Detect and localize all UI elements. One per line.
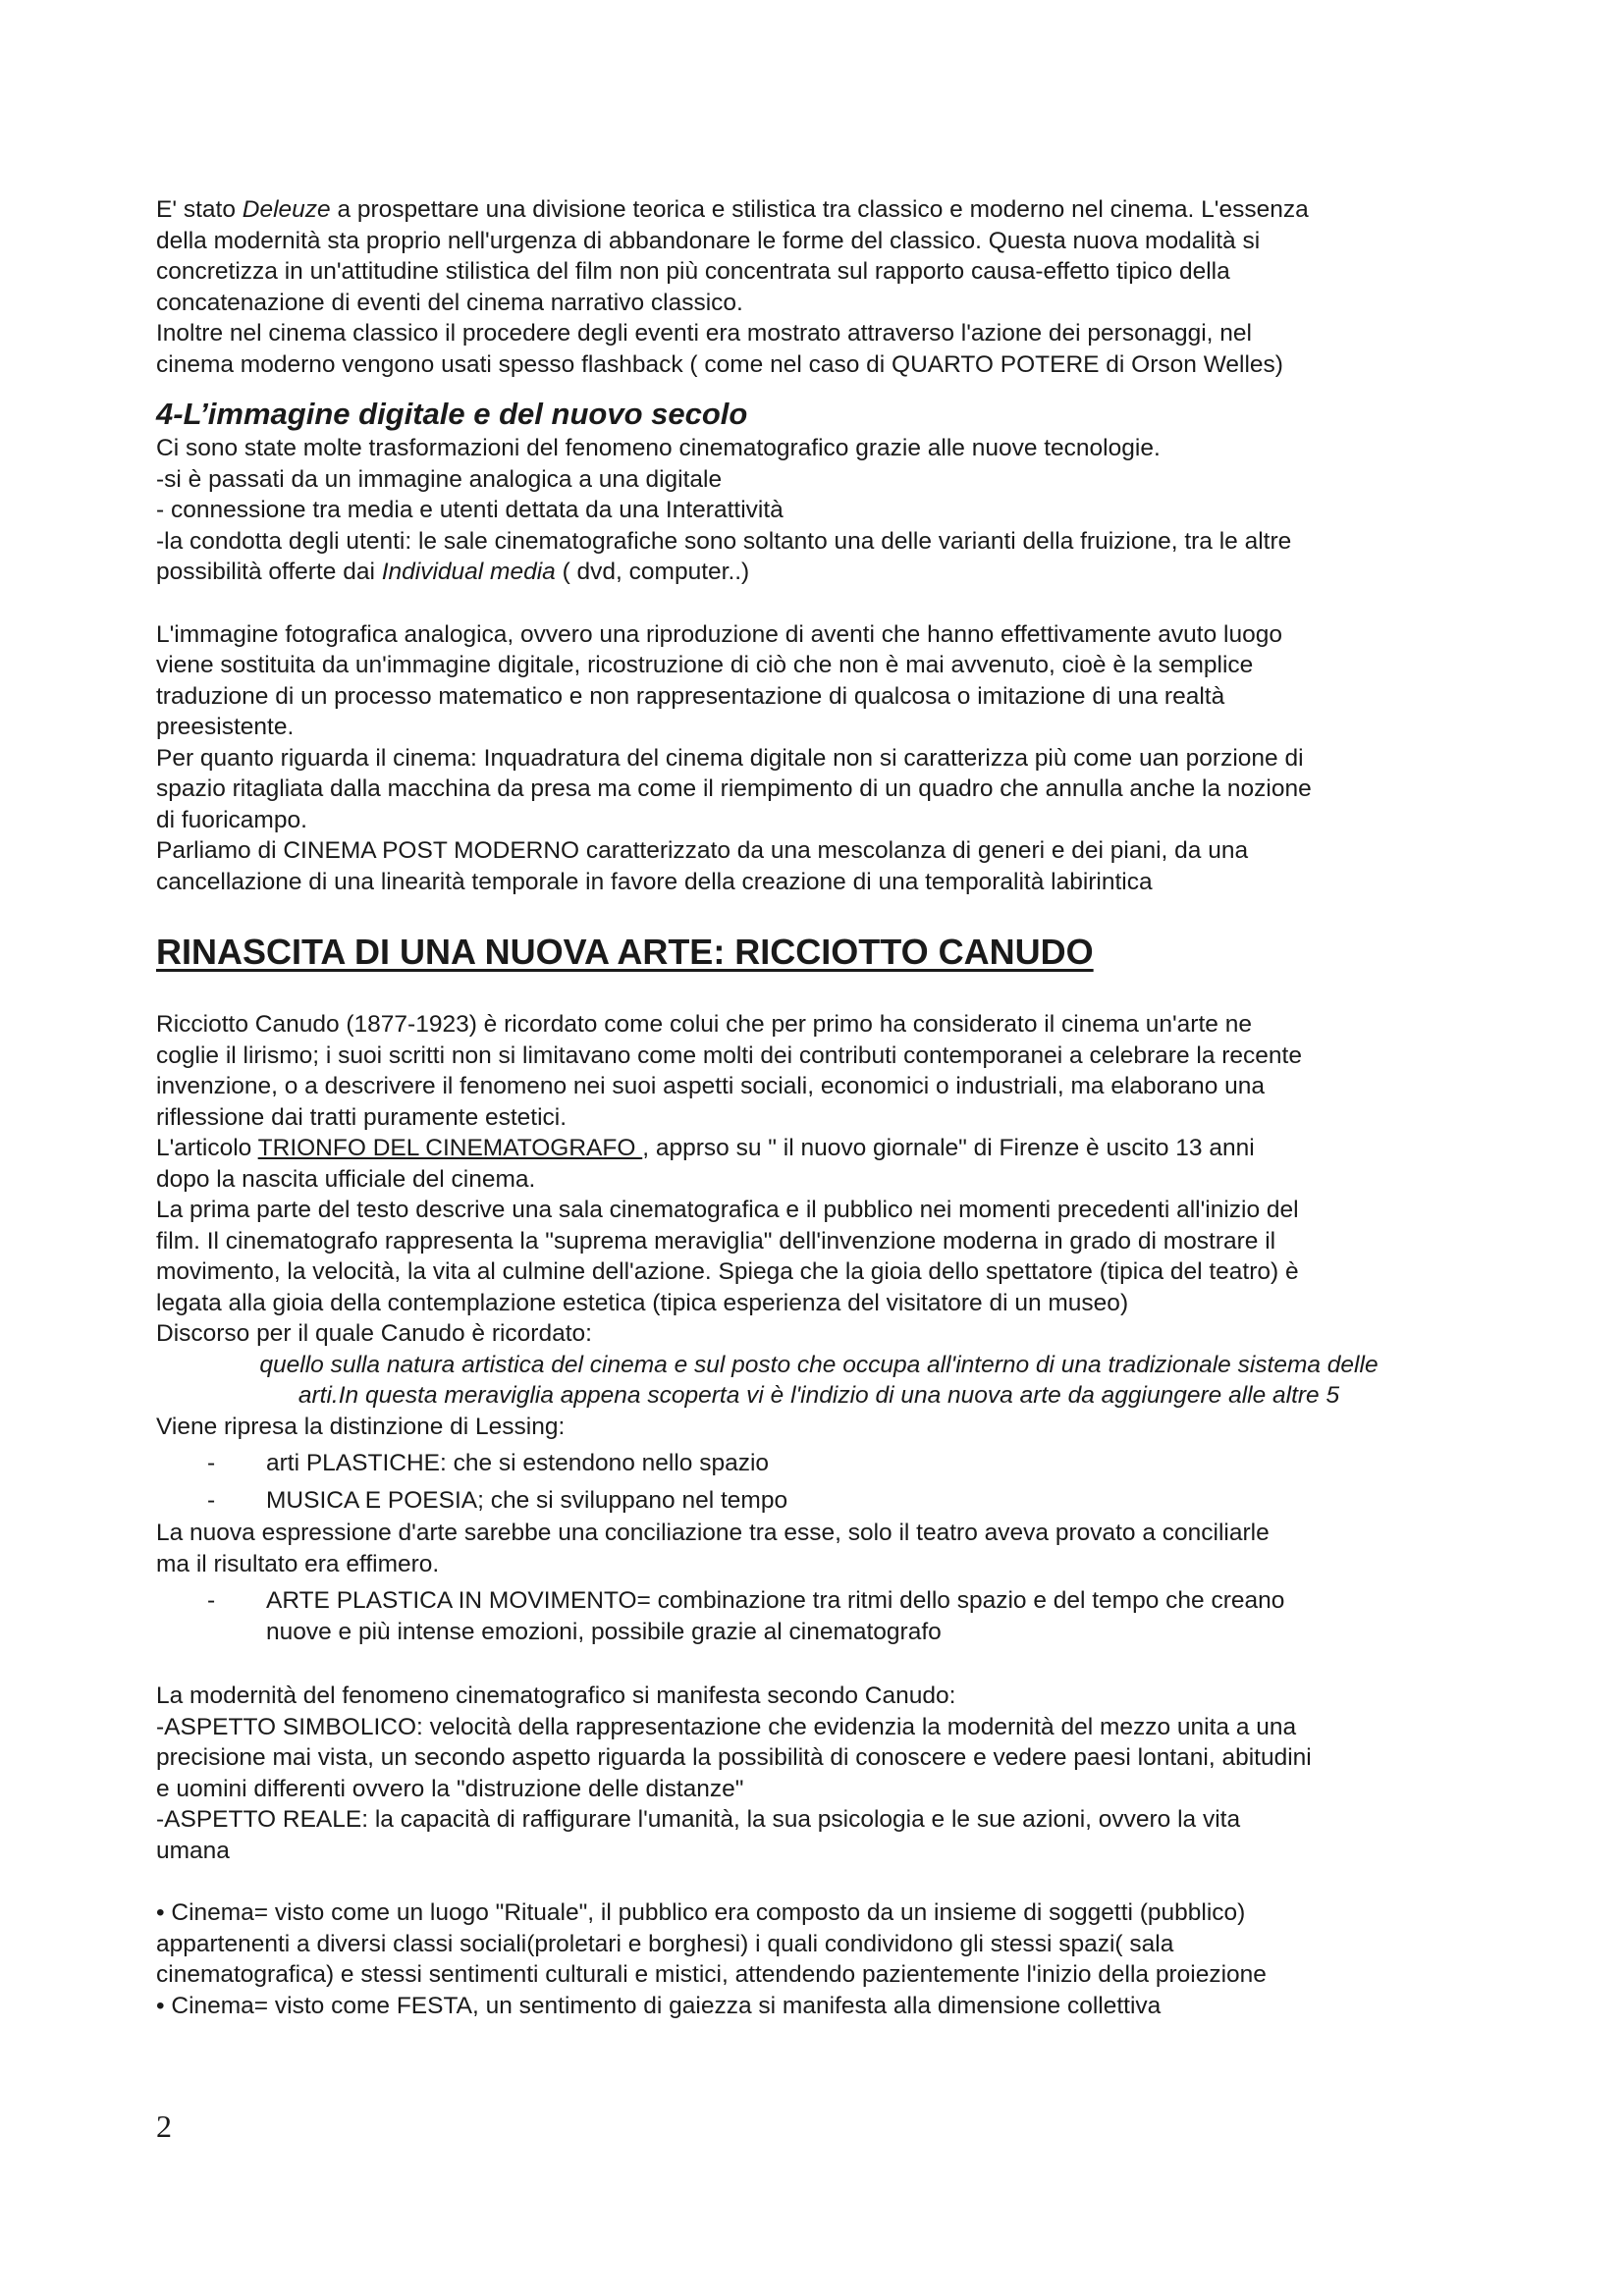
- canudo-line-14: ma il risultato era effimero.: [156, 1550, 440, 1577]
- section-4-line-5-rest: ( dvd, computer..): [555, 559, 750, 585]
- canudo-heading: RINASCITA DI UNA NUOVA ARTE: RICCIOTTO CANUDO: [156, 932, 1094, 972]
- paragraph-gap: [156, 588, 1482, 619]
- canudo-line-5: [156, 1133, 1482, 1164]
- intro-line-3: concretizza in un'attitudine stilistica del film non più concentrata sul rapporto causa-effetto tipico della: [156, 258, 1230, 285]
- article-title-underlined: TRIONFO DEL CINEMATOGRAFO: [257, 1135, 643, 1161]
- canudo-line-8: film. Il cinematografo rappresenta la "suprema meraviglia" dell'invenzione moderna in grado di mostrare il: [156, 1227, 1276, 1255]
- canudo-line-11: Discorso per il quale Canudo è ricordato:: [156, 1320, 592, 1347]
- section-4-line-4: -la condotta degli utenti: le sale cinematografiche sono soltanto una delle varianti della fruizione, tra le altre: [156, 527, 1292, 555]
- bullet-item-musica: [156, 1485, 1482, 1517]
- canudo-line-4: riflessione dai tratti puramente estetici.: [156, 1103, 568, 1131]
- section-4-line-3: - connessione tra media e utenti dettata da una Interattività: [156, 497, 784, 523]
- bullet-item-arte-plastica: [156, 1585, 1482, 1647]
- canudo-line-3: invenzione, o a descrivere il fenomeno nei suoi aspetti sociali, economici o industriali, ma elaborano una: [156, 1073, 1265, 1099]
- modernity-line-6: umana: [156, 1837, 230, 1864]
- digital-line-5: Per quanto riguarda il cinema: Inquadratura del cinema digitale non si caratterizza più come uan porzione di: [156, 744, 1304, 772]
- intro-line-6: cinema moderno vengono usati spesso flashback ( come nel caso di QUARTO POTERE di Orson Welles): [156, 350, 1283, 378]
- dash-bullet: -: [207, 1587, 216, 1614]
- dash-bullet: -: [207, 1486, 216, 1514]
- bullet-text: MUSICA E POESIA; che si sviluppano nel tempo: [266, 1486, 788, 1514]
- bullet-item-plastiche: [156, 1448, 1482, 1479]
- page-number: 2: [156, 2109, 172, 2144]
- deleuze-italic: Deleuze: [242, 196, 331, 223]
- section-4-line-2: -si è passati da un immagine analogica a una digitale: [156, 465, 723, 493]
- intro-line-2: della modernità sta proprio nell'urgenza di abbandonare le forme del classico. Questa nuova modalità si: [156, 227, 1261, 254]
- cinema-festa-line: • Cinema= visto come FESTA, un sentimento di gaiezza si manifesta alla dimensione collettiva: [156, 1992, 1162, 2019]
- bullet-text-multiline: [266, 1585, 1482, 1647]
- dash-bullet: -: [207, 1450, 216, 1476]
- modernity-line-1: La modernità del fenomeno cinematografico si manifesta secondo Canudo:: [156, 1682, 956, 1709]
- section-4-line-1: Ci sono state molte trasformazioni del fenomeno cinematografico grazie alle nuove tecnologie.: [156, 435, 1161, 461]
- cinema-ritual-line-1: • Cinema= visto come un luogo "Rituale", il pubblico era composto da un insieme di soggetti (pubblico): [156, 1899, 1246, 1926]
- digital-line-4: preesistente.: [156, 714, 295, 740]
- digital-line-8: Parliamo di CINEMA POST MODERNO caratterizzato da una mescolanza di generi e dei piani, da una: [156, 837, 1249, 864]
- canudo-line-5-text: L'articolo: [156, 1135, 258, 1161]
- canudo-line-9: movimento, la velocità, la vita al culmine dell'azione. Spiega che la gioia dello spettatore (tipica del teatro) è: [156, 1258, 1299, 1285]
- canudo-line-5-rest: , apprso su " il nuovo giornale" di Firenze è uscito 13 anni: [642, 1135, 1255, 1161]
- digital-line-7: di fuoricampo.: [156, 806, 307, 833]
- digital-line-6: spazio ritagliata dalla macchina da presa ma come il riempimento di un quadro che annulla anche la nozione: [156, 775, 1312, 802]
- paragraph-gap: [156, 1866, 1482, 1897]
- intro-line-4: concatenazione di eventi del cinema narrativo classico.: [156, 289, 743, 316]
- section-4-line-5-text: possibilità offerte dai: [156, 559, 382, 585]
- digital-line-3: traduzione di un processo matematico e non rappresentazione di qualcosa o imitazione di una realtà: [156, 682, 1225, 710]
- quote-line-1: quello sulla natura artistica del cinema e sul posto che occupa all'interno di una tradizionale sistema delle: [259, 1351, 1379, 1378]
- digital-line-1: L'immagine fotografica analogica, ovvero una riproduzione di aventi che hanno effettivamente avuto luogo: [156, 620, 1282, 648]
- modernity-line-4: e uomini differenti ovvero la "distruzione delle distanze": [156, 1775, 744, 1802]
- intro-line-5: Inoltre nel cinema classico il procedere degli eventi era mostrato attraverso l'azione dei personaggi, nel: [156, 320, 1252, 347]
- intro-line-1-rest: a prospettare una divisione teorica e stilistica tra classico e moderno nel cinema. L'essenza: [330, 196, 1309, 223]
- section-4-line-5: [156, 557, 1482, 588]
- intro-line-1: [156, 194, 1482, 226]
- canudo-line-10: legata alla gioia della contemplazione estetica (tipica esperienza del visitatore di un museo): [156, 1289, 1129, 1316]
- canudo-line-12: Viene ripresa la distinzione di Lessing:: [156, 1413, 566, 1440]
- paragraph-gap: [156, 1649, 1482, 1681]
- cinema-ritual-line-2: appartenenti a diversi classi sociali(proletari e borghesi) i quali condividono gli stessi spazi( sala: [156, 1930, 1174, 1957]
- quote-line-2: arti.In questa meraviglia appena scoperta vi è l'indizio di una nuova arte da aggiungere alle altre 5: [298, 1382, 1340, 1409]
- canudo-line-1: Ricciotto Canudo (1877-1923) è ricordato come colui che per primo ha considerato il cinema un'arte ne: [156, 1011, 1252, 1038]
- canudo-line-2: coglie il lirismo; i suoi scritti non si limitavano come molti dei contributi contemporanei a celebrare la recente: [156, 1041, 1302, 1069]
- document-page: [156, 194, 1482, 2021]
- digital-line-2: viene sostituita da un'immagine digitale, ricostruzione di ciò che non è mai avvenuto, cioè è la semplice: [156, 652, 1254, 678]
- modernity-line-2: -ASPETTO SIMBOLICO: velocità della rappresentazione che evidenzia la modernità del mezzo unita a una: [156, 1713, 1297, 1740]
- section-4-heading: 4-L’immagine digitale e del nuovo secolo: [156, 397, 748, 431]
- canudo-line-13: La nuova espressione d'arte sarebbe una conciliazione tra esse, solo il teatro aveva provato a conciliarle: [156, 1520, 1270, 1546]
- individual-media-italic: Individual media: [381, 559, 556, 585]
- bullet-text: arti PLASTICHE: che si estendono nello spazio: [266, 1450, 770, 1476]
- cinema-ritual-line-3: cinematografica) e stessi sentimenti culturali e mistici, attendendo pazientemente l'inizio della proiezione: [156, 1961, 1267, 1988]
- digital-line-9: cancellazione di una linearità temporale in favore della creazione di una temporalità labirintica: [156, 868, 1153, 895]
- bullet-text-line-1: ARTE PLASTICA IN MOVIMENTO= combinazione tra ritmi dello spazio e del tempo che creano: [266, 1587, 1285, 1614]
- bullet-text-line-2: nuove e più intense emozioni, possibile grazie al cinematografo: [266, 1618, 942, 1645]
- modernity-line-3: precisione mai vista, un secondo aspetto riguarda la possibilità di conoscere e vedere paesi lontani, abitudini: [156, 1744, 1312, 1771]
- canudo-line-7: La prima parte del testo descrive una sala cinematografica e il pubblico nei momenti precedenti all'inizio del: [156, 1197, 1299, 1223]
- canudo-line-6: dopo la nascita ufficiale del cinema.: [156, 1165, 536, 1193]
- modernity-line-5: -ASPETTO REALE: la capacità di raffigurare l'umanità, la sua psicologia e le sue azioni, ovvero la vita: [156, 1806, 1241, 1833]
- intro-line-1-text: E' stato: [156, 196, 243, 223]
